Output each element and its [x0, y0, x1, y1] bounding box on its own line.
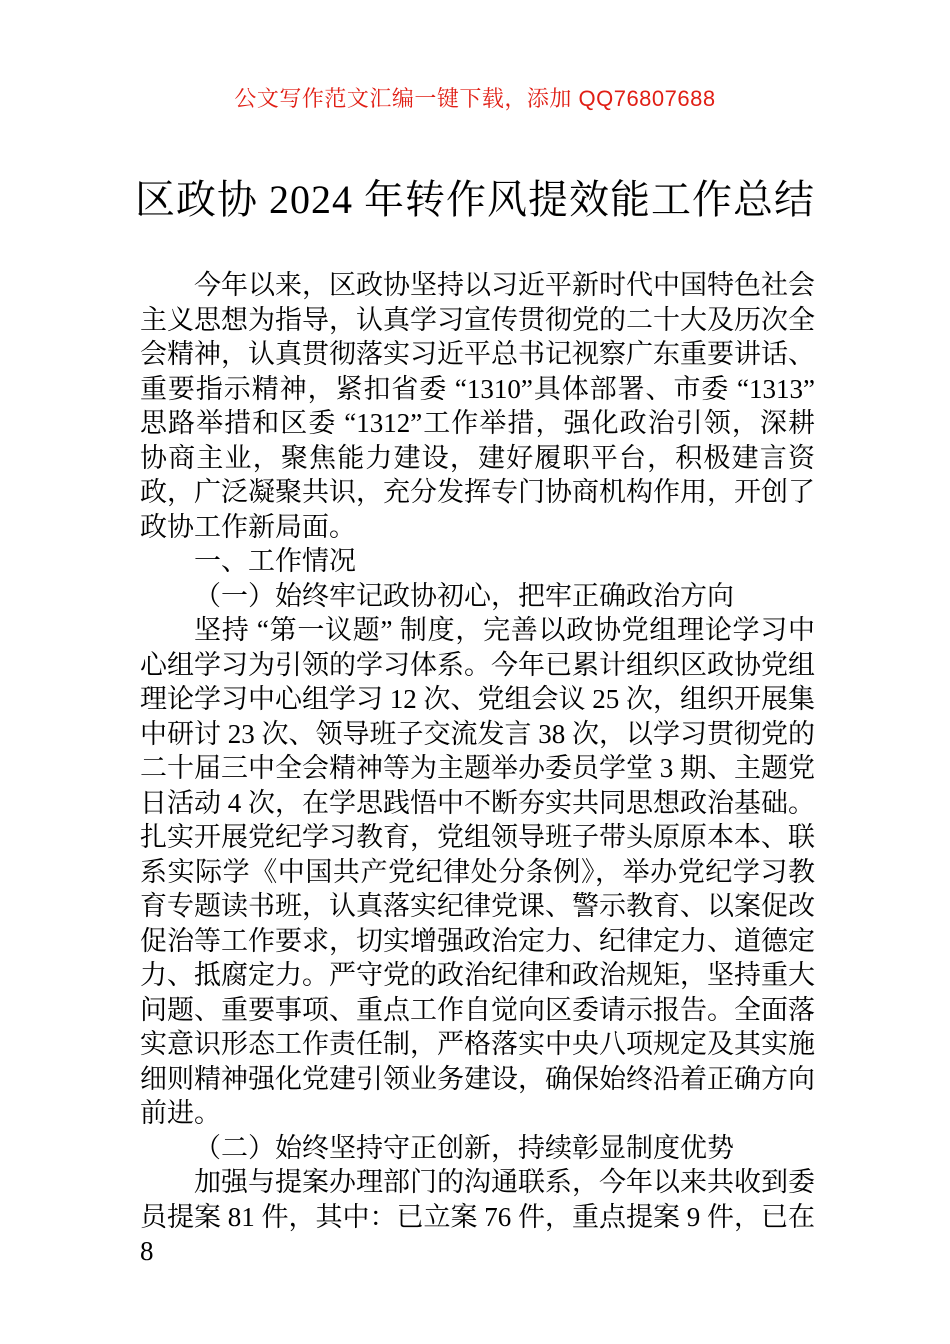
heading-work-overview: 一、工作情况 [194, 546, 356, 576]
download-notice-banner: 公文写作范文汇编一键下载，添加 QQ76807688 [234, 86, 716, 111]
heading-section-1: （一）始终牢记政协初心，把牢正确政治方向 [194, 580, 734, 611]
document-body [140, 268, 815, 1269]
heading-section-2: （二）始终坚持守正创新，持续彰显制度优势 [194, 1132, 734, 1163]
document-title: 区政协 2024 年转作风提效能工作总结 [135, 177, 815, 222]
paragraph-section-1-body: 坚持 “第一议题” 制度，完善以政协党组理论学习中心组学习为引领的学习体系。今年已累计组织区政协党组理论学习中心组学习 12 次、党组会议 25 次，组织开展集中研讨 23 次、领导班子交流发言 38 次，以学习贯彻党的二十届三中全会精神等为主题举办委员学堂 3 期、主题党日活动 4 次，在学思践悟中不断夯实共同思想政治基础。扎实开展党纪学习教育，党组领导班子带头原原本本、联系实际学《中国共产党纪律处分条例》，举办党纪学习教育专题读书班，认真落实纪律党课、警示教育、以案促改促治等工作要求，切实增强政治定力、纪律定力、道德定力、抵腐定力。严守党的政治纪律和政治规矩，坚持重大问题、重要事项、重点工作自觉向区委请示报告。全面落实意识形态工作责任制，严格落实中央八项规定及其实施细则精神强化党建引领业务建设，确保始终沿着正确方向前进。 [140, 615, 815, 1128]
paragraph-section-2-body: 加强与提案办理部门的沟通联系，今年以来共收到委员提案 81 件，其中：已立案 76 件，重点提案 9 件，已在 8 [140, 1167, 815, 1266]
paragraph-intro: 今年以来，区政协坚持以习近平新时代中国特色社会主义思想为指导，认真学习宣传贯彻党的二十大及历次全会精神，认真贯彻落实习近平总书记视察广东重要讲话、重要指示精神，紧扣省委 “1310”具体部署、市委 “1313”思路举措和区委 “1312”工作举措，强化政治引领，深耕协商主业，聚焦能力建设，建好履职平台，积极建言资政，广泛凝聚共识，充分发挥专门协商机构作用，开创了政协工作新局面。 [140, 270, 815, 542]
